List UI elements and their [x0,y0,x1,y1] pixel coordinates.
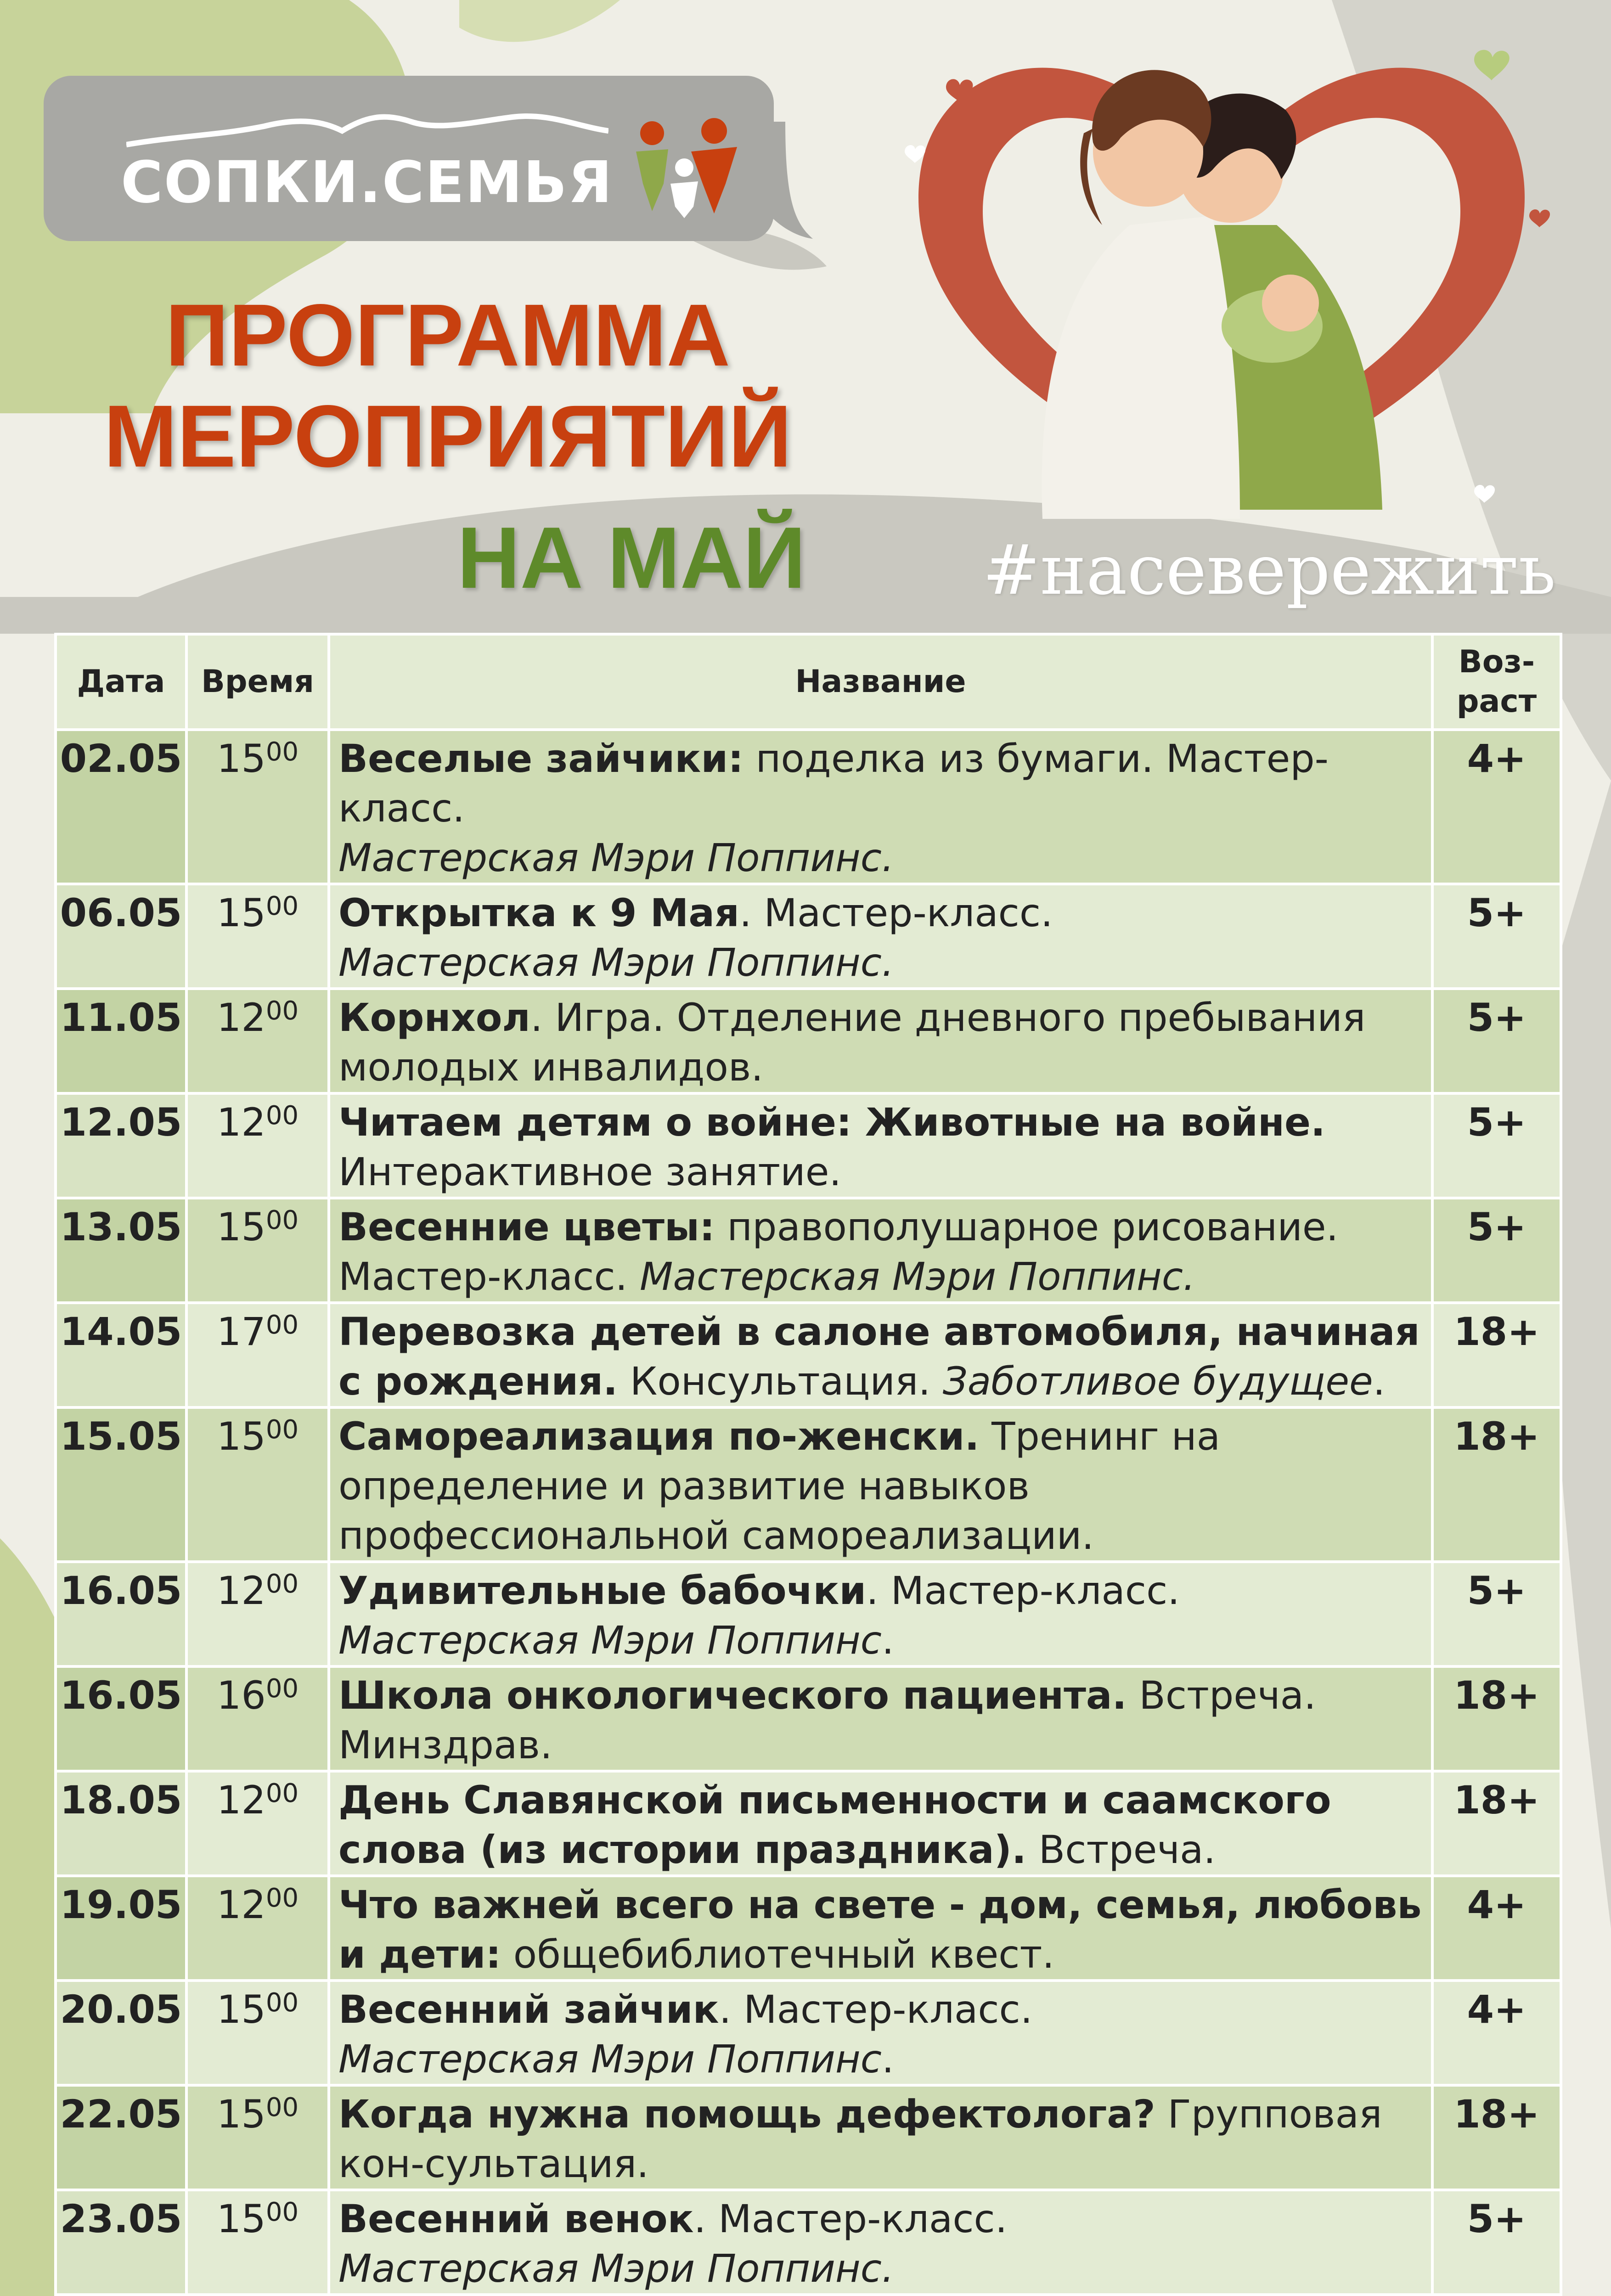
event-minutes: 00 [265,1415,299,1445]
event-title [329,2190,1432,2295]
event-description: поделка из бумаги. Мастер-класс. [338,736,1329,831]
event-title-bold: Что важней всего на свете - дом, семья, любовь и дети: [338,1882,1422,1977]
event-hour: 12 [216,1778,266,1823]
table-row [56,884,1561,989]
event-title-bold: Удивительные бабочки [338,1568,867,1613]
event-date: 16.05 [56,1562,186,1666]
event-organizer: Мастерская Мэри Поппинс. [338,2246,894,2291]
event-age: 5+ [1432,2190,1561,2295]
table-row [56,2085,1561,2190]
event-time [186,1562,329,1666]
event-date: 18.05 [56,1771,186,1876]
event-organizer: Заботливое будущее [942,1359,1373,1404]
event-description: Встреча. [1026,1827,1216,1872]
event-hour: 15 [216,2196,266,2241]
title-line-2: МЕРОПРИЯТИЙ [103,387,792,485]
event-age: 5+ [1432,1093,1561,1198]
event-minutes: 00 [265,1988,299,2018]
event-title-bold: Читаем детям о войне: Животные на войне. [338,1100,1325,1145]
event-hour: 12 [216,995,266,1040]
event-age: 18+ [1432,1407,1561,1562]
event-title [329,2085,1432,2190]
event-minutes: 00 [265,1569,299,1599]
event-title [329,1198,1432,1303]
event-minutes: 00 [265,737,299,767]
event-minutes: 00 [265,1883,299,1913]
header-age: Воз- раст [1432,634,1561,730]
title-line-1: ПРОГРАММА [165,286,731,384]
event-organizer: Мастерская Мэри Поппинс [338,1618,882,1663]
event-hour: 15 [216,1987,266,2032]
event-time [186,2085,329,2190]
event-description: . Игра. Отделение дневного пребывания молодых инвалидов. [338,995,1366,1090]
event-title [329,1407,1432,1562]
event-date: 15.05 [56,1407,186,1562]
event-age: 18+ [1432,1303,1561,1407]
event-time [186,1981,329,2085]
event-title-bold: Весенний зайчик [338,1987,719,2032]
event-age: 4+ [1432,730,1561,884]
event-organizer: Мастерская Мэри Поппинс. [338,835,894,880]
event-hour: 15 [216,736,266,781]
event-title-bold: Школа онкологического пациента. [338,1673,1127,1718]
event-hour: 15 [216,1414,266,1459]
event-title [329,884,1432,989]
event-minutes: 00 [265,1310,299,1340]
event-time [186,1666,329,1771]
event-minutes: 00 [265,1778,299,1808]
event-organizer: Мастерская Мэри Поппинс [338,2037,882,2082]
event-title-bold: Корнхол [338,995,530,1040]
event-minutes: 00 [265,996,299,1026]
event-hour: 12 [216,1882,266,1927]
event-date: 02.05 [56,730,186,884]
event-date: 22.05 [56,2085,186,2190]
event-description: Интерактивное занятие. [338,1149,842,1194]
event-title-bold: Перевозка детей в салоне автомобиля, начиная с рождения. [338,1309,1420,1404]
table-row [56,1198,1561,1303]
event-date: 20.05 [56,1981,186,2085]
event-tail: . [881,1618,894,1663]
subtitle: НА МАЙ [457,509,806,607]
event-description: правополушарное рисование. Мастер-класс. [338,1204,1339,1299]
family-icon [627,115,746,220]
event-minutes: 00 [265,1674,299,1704]
hashtag: #насевережить [982,530,1556,610]
event-minutes: 00 [265,1101,299,1131]
table-row [56,1093,1561,1198]
event-time [186,1407,329,1562]
event-age: 5+ [1432,1562,1561,1666]
event-description: . Мастер-класс. [719,1987,1033,2032]
event-age: 18+ [1432,1666,1561,1771]
table-row [56,1666,1561,1771]
event-time [186,2190,329,2295]
event-description: Тренинг на определение и развитие навыков профессиональной самореализации. [338,1414,1221,1558]
event-hour: 15 [216,890,266,935]
event-title [329,1771,1432,1876]
event-hour: 15 [216,1204,266,1249]
event-date: 16.05 [56,1666,186,1771]
logo-badge [44,76,774,241]
event-description: Встреча. Минздрав. [338,1673,1316,1767]
event-description: общебиблиотечный квест. [501,1932,1055,1977]
event-title-bold: Весенний венок [338,2196,694,2241]
event-time [186,1198,329,1303]
table-row [56,730,1561,884]
event-date: 13.05 [56,1198,186,1303]
event-date: 23.05 [56,2190,186,2295]
event-minutes: 00 [265,2093,299,2122]
event-date: 06.05 [56,884,186,989]
event-title [329,1666,1432,1771]
table-row [56,1562,1561,1666]
event-title [329,1303,1432,1407]
table-row [56,989,1561,1093]
table-row [56,1981,1561,2085]
table-row [56,2190,1561,2295]
event-hour: 16 [216,1673,266,1718]
event-age: 18+ [1432,2085,1561,2190]
event-minutes: 00 [265,891,299,921]
header-time: Время [186,634,329,730]
event-title-bold: Открытка к 9 Мая [338,890,739,935]
event-tail: . [881,2037,894,2082]
event-title [329,1876,1432,1981]
event-minutes: 00 [265,1205,299,1235]
event-time [186,1876,329,1981]
event-hour: 17 [216,1309,266,1354]
event-description: . Мастер-класс. [866,1568,1180,1613]
event-hour: 12 [216,1568,266,1613]
event-organizer: Мастерская Мэри Поппинс. [640,1254,1195,1299]
event-title-bold: День Славянской письменности и саамского слова (из истории праздника). [338,1778,1331,1872]
event-age: 18+ [1432,1771,1561,1876]
event-age: 5+ [1432,989,1561,1093]
event-title [329,730,1432,884]
event-hour: 15 [216,2092,266,2137]
event-date: 14.05 [56,1303,186,1407]
event-time [186,1303,329,1407]
event-hour: 12 [216,1100,266,1145]
event-description: . Мастер-класс. [693,2196,1008,2241]
event-time [186,884,329,989]
event-time [186,989,329,1093]
event-date: 12.05 [56,1093,186,1198]
header-date: Дата [56,634,186,730]
table-row [56,1407,1561,1562]
event-time [186,1093,329,1198]
event-description: Консультация. [618,1359,943,1404]
event-time [186,1771,329,1876]
event-date: 19.05 [56,1876,186,1981]
event-tail: . [1373,1359,1386,1404]
event-title-bold: Самореализация по-женски. [338,1414,980,1459]
event-time [186,730,329,884]
event-minutes: 00 [265,2197,299,2227]
event-age: 4+ [1432,1981,1561,2085]
table-header-row [56,634,1561,730]
logo-tail [758,122,817,241]
event-title-bold: Веселые зайчики: [338,736,744,781]
event-age: 5+ [1432,884,1561,989]
event-description: Групповая кон-сультация. [338,2092,1382,2186]
event-title [329,1981,1432,2085]
family-illustration [863,32,1580,537]
table-row [56,1303,1561,1407]
header-name: Название [329,634,1432,730]
event-date: 11.05 [56,989,186,1093]
logo-text: СОПКИ.СЕМЬЯ [121,149,613,216]
table-row [56,1876,1561,1981]
table-row [56,1771,1561,1876]
event-description: . Мастер-класс. [739,890,1053,935]
event-age: 5+ [1432,1198,1561,1303]
events-table [54,633,1562,2296]
event-title-bold: Весенние цветы: [338,1204,715,1249]
event-title [329,1562,1432,1666]
event-organizer: Мастерская Мэри Поппинс. [338,940,894,985]
event-age: 4+ [1432,1876,1561,1981]
mountain-icon [126,108,608,149]
event-title-bold: Когда нужна помощь дефектолога? [338,2092,1155,2137]
event-title [329,1093,1432,1198]
event-title [329,989,1432,1093]
